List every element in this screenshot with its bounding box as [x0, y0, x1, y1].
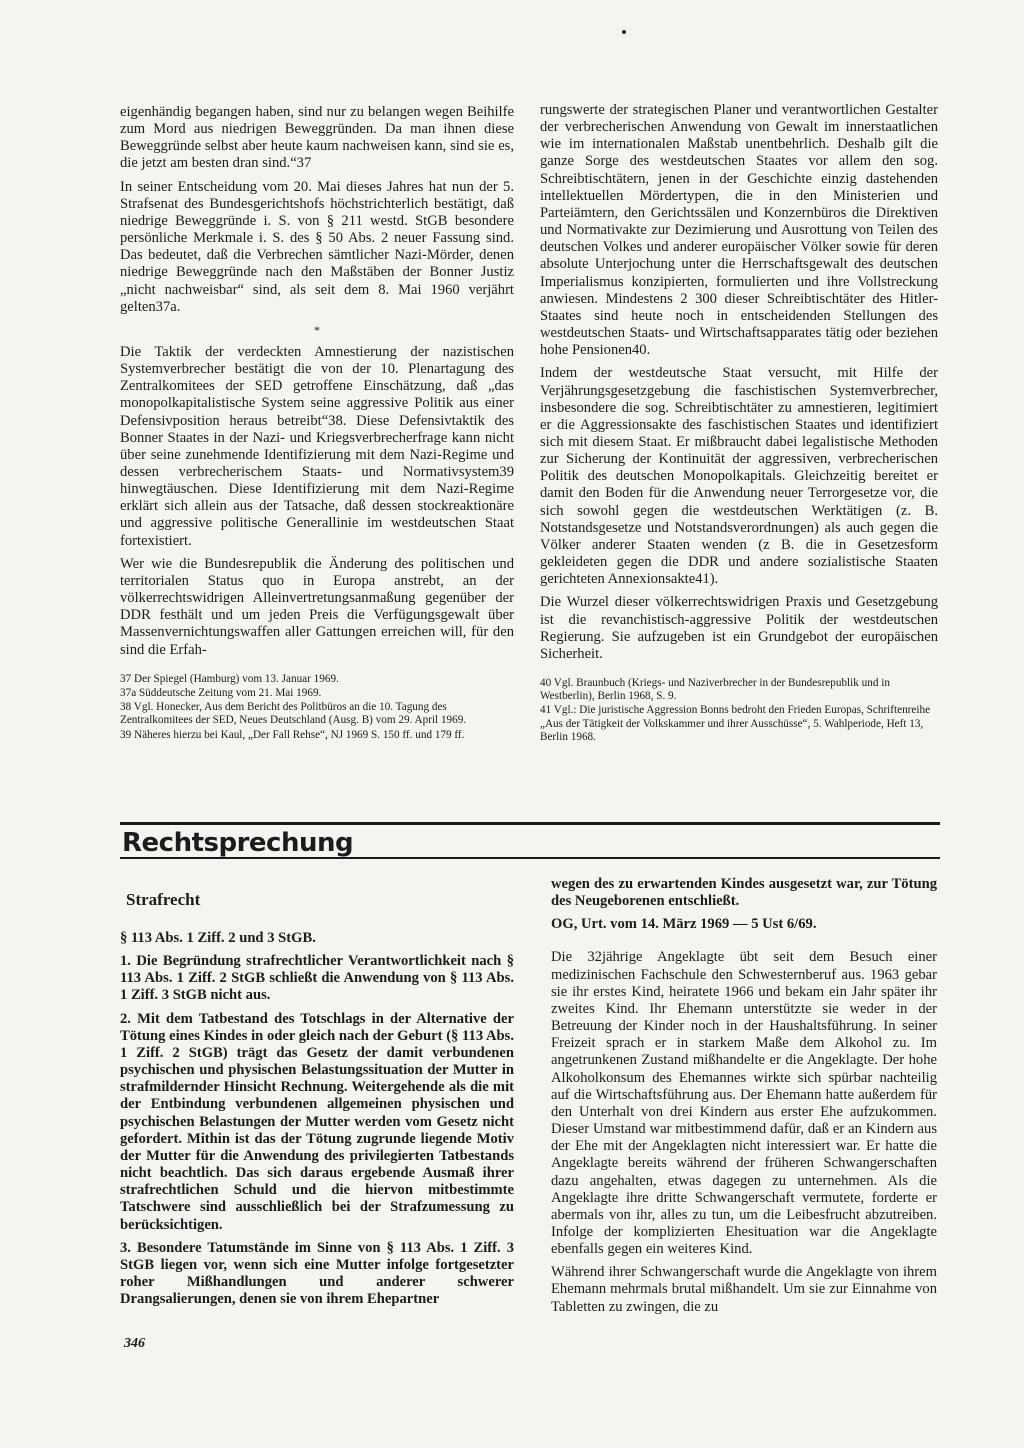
paragraph: rungswerte der strategischen Planer und verantwortlichen Gestalter der verbrecherischen Anwendung von Gewalt im innerstaatlichen wie im internationalen Maßstab unentbehrlich. Deshalb gilt die ganze Sorge des westdeutschen Staates vor allem den sog. Schreibtischtätern, jenen in der Geschichte einzig dastehenden intellektuellen Mördertypen, die in den Ministerien und Parteiämtern, den Gerichtssälen und Konzernbüros die Direktiven und Normativakte zur Dezimierung und Ausrottung von Teilen des deutschen Volkes und anderer europäischer Völker sowie für deren absolute Unterjochung unter die Herrschaftsgewalt des deutschen Imperialismus konzipierten, formulierten und ihre Vollstreckung anwiesen. Mindestens 2 300 dieser Schreibtischtäter des Hitler-Staates sind heute noch in entscheidenden Stellungen des westdeutschen Staats- und Wirtschaftsapparates tätig oder beziehen hohe Pensionen40. [540, 102, 938, 359]
right-column-bottom [551, 876, 937, 1322]
subsection-title: Strafrecht [126, 890, 201, 909]
footnote: 40 Vgl. Braunbuch (Kriegs- und Naziverbrecher in der Bundesrepublik und in Westberlin), Berlin 1968, S. 9. [540, 677, 890, 703]
footnotes-right [540, 677, 938, 744]
court-citation: OG, Urt. vom 14. März 1969 — 5 Ust 6/69. [551, 916, 817, 933]
paragraph: In seiner Entscheidung vom 20. Mai dieses Jahres hat nun der 5. Strafsenat des Bundesgerichtshofs höchstrichterlich bestätigt, daß niedrige Beweggründe i. S. von § 211 westd. StGB besondere persönliche Merkmale i. S. des § 50 Abs. 2 neuer Fassung sind. Das bedeutet, daß die Verbrechen sämtlicher Nazi-Mörder, denen niedrige Beweggründe nach den Maßstäben der Bonner Justiz „nicht nachweisbar“ sind, als seit dem 8. Mai 1960 verjährt gelten37a. [120, 178, 514, 315]
footnote: 37a Süddeutsche Zeitung vom 21. Mai 1969. [120, 686, 322, 699]
section-separator: * [314, 322, 320, 337]
paragraph: Während ihrer Schwangerschaft wurde die Angeklagte von ihrem Ehemann mehrmals brutal mißhandelt. Um sie zur Einnahme von Tabletten zu zwingen, die zu [551, 1264, 937, 1315]
thesis-continuation: wegen des zu erwartenden Kindes ausgesetzt war, zur Tötung des Neugeborenen entschließt. [551, 876, 937, 910]
section-rule-bottom [120, 857, 940, 859]
print-mark [622, 30, 626, 34]
footnote: 38 Vgl. Honecker, Aus dem Bericht des Politbüros an die 10. Tagung des Zentralkomitees der SED, Neues Deutschland (Ausg. B) vom 29. April 1969. [120, 701, 467, 727]
paragraph: Die Wurzel dieser völkerrechtswidrigen Praxis und Gesetzgebung ist die revanchistisch-aggressive Politik der westdeutschen Regierung. Sie aufzugeben ist ein Grundgebot der europäischen Sicherheit. [540, 594, 938, 662]
right-column-top [540, 102, 938, 745]
section-title: Rechtsprechung [122, 828, 354, 858]
thesis: 3. Besondere Tatumstände im Sinne von § 113 Abs. 1 Ziff. 3 StGB liegen vor, wenn sich eine Mutter infolge fortgesetzter roher Mißhandlungen und anderer schwerer Drangsalierungen, denen sie von ihrem Ehepartner [120, 1239, 514, 1308]
page-number: 346 [124, 1336, 145, 1351]
left-column-top [120, 104, 514, 743]
paragraph: eigenhändig begangen haben, sind nur zu belangen wegen Beihilfe zum Mord aus niedrigen Beweggründen. Da man ihnen diese Beweggründe selbst aber heute kaum nachweisen kann, sind sie es, die jetzt am besten dran sind.“37 [120, 104, 514, 172]
section-rule-top [120, 822, 940, 825]
paragraph: Die Taktik der verdeckten Amnestierung der nazistischen Systemverbrecher bestätigt die von der 10. Plenartagung des Zentralkomitees der SED getroffene Einschätzung, daß „das monopolkapitalistische System seine aggressive Politik aus einer Defensivposition heraus betreibt“38. Diese Defensivtaktik des Bonner Staates in der Nazi- und Kriegsverbrecherfrage kann nicht über seine zunehmende Identifizierung mit dem Nazi-Regime und dessen verbrecherischem Staats- und Normativsystem39 hinwegtäuschen. Diese Identifizierung mit dem Nazi-Regime erklärt sich allein aus der Tatsache, daß dessen stockreaktionäre und aggressive politische Generallinie im westdeutschen Staat fortexistiert. [120, 343, 514, 549]
paragraph: Indem der westdeutsche Staat versucht, mit Hilfe der Verjährungsgesetzgebung die faschistischen Systemverbrecher, insbesondere die sog. Schreibtischtäter zu amnestieren, legitimiert er die Aggressionsakte des faschistischen Staates und identifiziert sich mit diesem Staat. Er mißbraucht dabei legalistische Methoden zur Sicherung der Kontinuität der aggressiven, verbrecherischen Politik des deutschen Monopolkapitals. Gleichzeitig bereitet er damit den Boden für die Anwendung neuer Terrorgesetze vor, die sich sowohl gegen die westdeutschen Werktätigen (z. B. Notstandsgesetze und Notstandsverordnungen) als auch gegen die Völker anderer Staaten wenden (z B. die in Gesetzesform gekleideten gegen die DDR und andere sozialistische Staaten gerichteten Annexionsakte41). [540, 365, 938, 588]
left-column-bottom [120, 930, 514, 1314]
thesis: 1. Die Begründung strafrechtlicher Verantwortlichkeit nach § 113 Abs. 1 Ziff. 2 StGB schließt die Anwendung von § 113 Abs. 1 Ziff. 3 StGB nicht aus. [120, 953, 514, 1004]
footnote: 37 Der Spiegel (Hamburg) vom 13. Januar 1969. [120, 672, 339, 685]
paragraph: Die 32jährige Angeklagte übt seit dem Besuch einer medizinischen Fachschule den Schwesternberuf aus. 1963 gebar sie ihr erstes Kind, heiratete 1966 und bekam ein Jahr später ihr zweites Kind. Ihr Ehemann unterstützte sie weder in der Betreuung der Kinder noch in der Haushaltsführung. In seiner Freizeit sprach er in starkem Maße dem Alkohol zu. Im angetrunkenen Zustand mißhandelte er die Angeklagte. Der hohe Alkoholkonsum des Ehemannes wirkte sich spürbar nachteilig auf die Wirtschaftsführung aus. Der Ehemann hatte außerdem für den Unterhalt von drei Kindern aus erster Ehe aufzukommen. Dieser Umstand war mitbestimmend dafür, daß er an Kindern aus der Ehe mit der Angeklagten nicht interessiert war. Er hatte die Angeklagte bereits während der früheren Schwangerschaften dazu angehalten, etwas dagegen zu unternehmen. Als die Angeklagte ihre dritte Schwangerschaft vermutete, forderte er abermals von ihr, alles zu tun, um die Leibesfrucht abzutreiben. Infolge der komplizierten Ehesituation war die Angeklagte ebenfalls gegen ein weiteres Kind. [551, 949, 937, 1258]
footnotes-left [120, 673, 514, 742]
footnote: 39 Näheres hierzu bei Kaul, „Der Fall Rehse“, NJ 1969 S. 150 ff. und 179 ff. [120, 728, 465, 741]
footnote: 41 Vgl.: Die juristische Aggression Bonns bedroht den Frieden Europas, Schriftenreihe „Aus der Tätigkeit der Volkskammer und ihrer Ausschüsse“, 5. Wahlperiode, Heft 13, Berlin 1968. [540, 704, 931, 743]
legal-reference: § 113 Abs. 1 Ziff. 2 und 3 StGB. [120, 930, 316, 946]
thesis: 2. Mit dem Tatbestand des Totschlags in der Alternative der Tötung eines Kindes in oder gleich nach der Geburt (§ 113 Abs. 1 Ziff. 2 StGB) trägt das Gesetz der damit verbundenen psychischen und physischen Belastungssituation der Mutter in strafmildernder Hinsicht Rechnung. Weitergehende als die mit der Entbindung verbundenen allgemeinen physischen und psychischen Belastungen der Mutter werden vom Gesetz nicht gefordert. Mithin ist das der Tötung zugrunde liegende Motiv der Mutter für die Anwendung des privilegierten Tatbestands nicht beachtlich. Das sich daraus ergebende Ausmaß ihrer strafrechtlichen Schuld und die hiervon mitbestimmte Tatschwere sind ausschließlich bei der Strafzumessung zu berücksichtigen. [120, 1010, 514, 1233]
paragraph: Wer wie die Bundesrepublik die Änderung des politischen und territorialen Status quo in Europa anstrebt, an der völkerrechtswidrigen Alleinvertretungsanmaßung gegenüber der DDR festhält und um jeden Preis die Verfügungsgewalt über Massenvernichtungswaffen aller Gattungen erreichen will, für den sind die Erfah- [120, 555, 514, 658]
